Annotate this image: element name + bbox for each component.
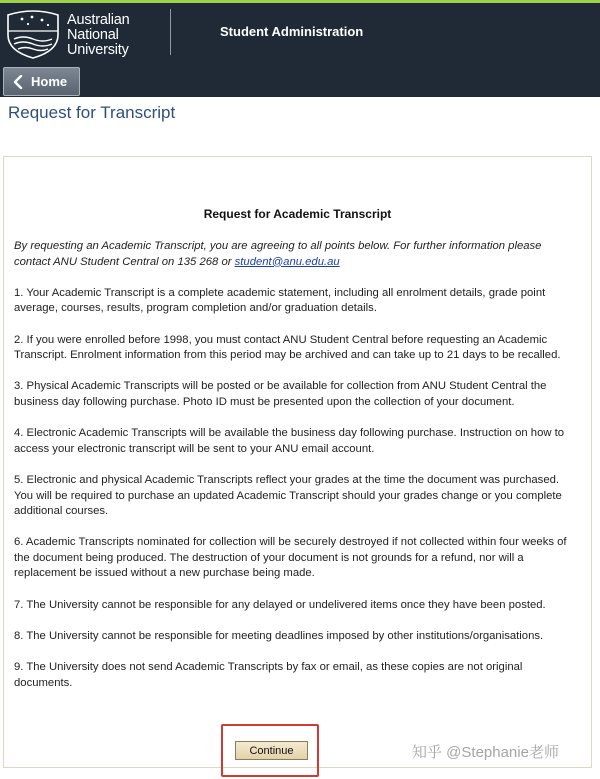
watermark-text: 知乎 @Stephanie老师 <box>412 744 559 761</box>
logo-line-2: National <box>67 27 119 43</box>
document-heading: Request for Academic Transcript <box>203 207 392 221</box>
site-header <box>0 3 600 97</box>
terms-point-2: 2. If you were enrolled before 1998, you must contact ANU Student Central before requesting an Academic Transcript. Enrolment information from this period may be archived and can take up to 21 days to be recalled. <box>14 333 561 362</box>
logo-line-3: University <box>67 42 129 58</box>
anu-logo[interactable] <box>4 9 164 63</box>
document-body <box>14 239 574 707</box>
anu-crest-icon <box>4 9 62 59</box>
terms-point-9: 9. The University does not send Academic Transcripts by fax or email, as these copies are not original documents. <box>14 661 523 689</box>
logo-line-1: Australian <box>67 12 130 28</box>
chevron-left-icon <box>13 75 23 89</box>
logo-wordmark <box>67 13 129 58</box>
terms-point-4: 4. Electronic Academic Transcripts will be available the business day following purchase. Instruction on how to access your electronic transcript will be sent to your ANU email account. <box>14 427 565 455</box>
intro-text: By requesting an Academic Transcript, you are agreeing to all points below. For further information please contact ANU Student Central on 135 268 or <box>14 240 542 268</box>
app-title: Student Administration <box>220 24 364 39</box>
terms-point-3: 3. Physical Academic Transcripts will be posted or be available for collection from ANU Student Central the business day following purchase. Photo ID must be presented upon the collection of your document. <box>14 380 547 408</box>
terms-point-1: 1. Your Academic Transcript is a complete academic statement, including all enrolment details, grade point average, courses, results, program completion and/or graduation details. <box>14 286 546 315</box>
page-title: Request for Transcript <box>8 103 176 122</box>
continue-button[interactable]: Continue <box>235 741 308 760</box>
home-button[interactable] <box>3 67 80 96</box>
intro-paragraph <box>14 239 574 270</box>
home-button-label: Home <box>31 74 68 89</box>
terms-point-6: 6. Academic Transcripts nominated for collection will be securely destroyed if not collected within four weeks of the document being produced. The destruction of your document is not grounds for a refund, nor will a replacement be issued without a new purchase being made. <box>14 536 567 580</box>
transcript-terms-panel <box>3 156 592 768</box>
terms-point-8: 8. The University cannot be responsible for meeting deadlines imposed by other institutions/organisations. <box>14 629 544 642</box>
terms-point-5: 5. Electronic and physical Academic Transcripts reflect your grades at the time the document was purchased. You will be required to purchase an updated Academic Transcript should your grades change or you complete additional courses. <box>14 473 562 518</box>
student-email-link[interactable]: student@anu.edu.au <box>234 255 340 268</box>
header-divider <box>170 9 171 55</box>
terms-point-7: 7. The University cannot be responsible for any delayed or undelivered items once they have been posted. <box>14 598 546 611</box>
